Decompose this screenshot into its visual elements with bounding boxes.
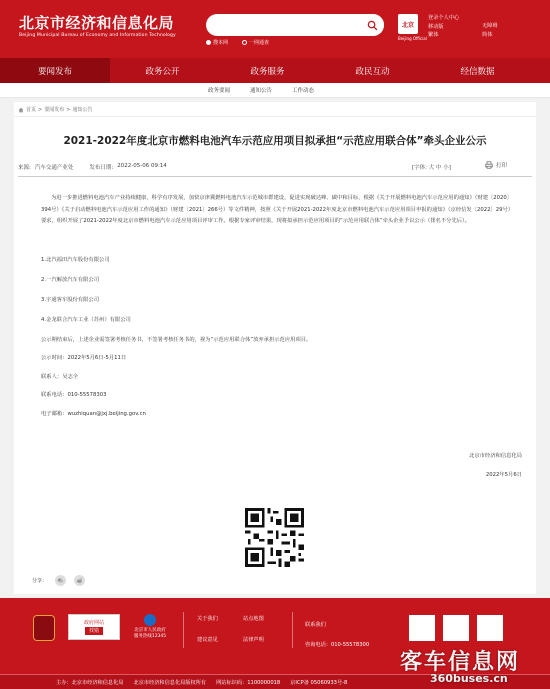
wechat-icon [57,577,64,584]
source-label: 来源: [18,165,31,171]
gov-site-error-badge[interactable] [68,614,120,640]
breadcrumb-separator: > [66,106,71,113]
footer-site-id: 网站标识码：1100000018 [216,679,281,686]
divider [18,176,532,177]
company-item: 3.宇通客车股份有限公司 [41,297,100,303]
article-card [14,102,536,594]
date-value: 2022-05-06 09:14 [117,163,167,169]
breadcrumb-current[interactable]: 通知公告 [72,107,93,113]
gov-icon-text: 北京 [401,21,414,29]
nav-item-gov-open[interactable]: 政务公开 [145,66,180,77]
footer-contact [305,615,369,655]
weibo-share-icon[interactable] [74,575,85,586]
app-qr-icon [477,615,503,641]
subnav-item-notice[interactable]: 通知公告 [250,88,273,94]
traditional-link[interactable]: 繁体 [428,32,439,38]
nav-item-news[interactable]: 要闻发布 [0,58,110,83]
party-emblem-icon [33,615,55,641]
radio-dot-icon [206,40,211,45]
hotline-icon [144,614,156,626]
publicity-period: 公示时间：2022年5月6日-5月11日 [41,355,127,361]
article-meta [18,163,167,171]
contact-phone: 联系电话：010-55578303 [41,392,107,398]
divider [292,612,293,648]
subnav-item-work[interactable]: 工作动态 [292,88,315,94]
sub-nav [0,83,550,98]
search-icon [367,20,378,31]
wechat-share-icon[interactable] [55,575,66,586]
mobile-link[interactable]: 移动版 [428,23,444,30]
search-scope [206,39,269,46]
signature-org: 北京市经济和信息化局 [469,453,522,459]
radio-label: 搜本网 [213,40,229,46]
contact-phone: 咨询电话：010-55578300 [305,642,370,648]
badge-title: 政府网站 [83,620,104,626]
printer-icon [485,161,493,169]
date-label: 发布日期: [89,165,114,171]
company-item: 4.金龙联合汽车工业（苏州）有限公司 [41,317,131,323]
gov-icon-caption: Beijing Official [398,36,427,41]
font-size-medium[interactable]: 中 [436,165,442,171]
main-nav [0,58,550,83]
article-title: 2021-2022年度北京市燃料电池汽车示范应用项目拟承担“示范应用联合体”牵头企业公示 [63,135,487,147]
font-size-small[interactable]: 小] [443,165,451,171]
footer-link-sitemap[interactable]: 站点地图 [243,616,264,622]
site-header [0,0,550,58]
footer-copyright: 北京市经济和信息化局版权所有 [133,679,207,686]
radio-search-site[interactable] [206,39,228,46]
contact-person: 联系人：吴志全 [41,374,79,380]
breadcrumb-section[interactable]: 要闻发布 [44,107,65,113]
header-links-col2 [482,22,498,39]
article-notice: 公示期结束后，上述企业需签署考核任务书，不签署考核任务书的，视为“示范应用联合体”放弃承担示范应用项目。 [41,337,312,343]
qr-code-icon [245,508,304,567]
accessibility-link[interactable]: 无障碍 [482,23,498,29]
contact-title: 联系我们 [305,622,326,628]
contact-email: 电子邮箱：wuzhiquan@jxj.beijing.gov.cn [41,411,146,417]
search-input[interactable] [206,14,384,36]
divider [183,612,184,648]
breadcrumb-separator: > [38,106,43,113]
source-value: 汽车交通产业处 [34,165,74,171]
home-icon [18,107,24,113]
nav-item-interaction[interactable]: 政民互动 [355,66,390,77]
article-body [41,193,511,228]
radio-dot-icon [242,40,247,45]
subnav-item-news[interactable]: 政务要闻 [208,88,231,94]
watermark-text: 客车信息网 [400,650,521,675]
radio-label: 一网通查 [249,40,270,46]
company-item: 1.北汽福田汽车股份有限公司 [41,257,110,263]
radio-search-all[interactable] [242,39,269,46]
share-label: 分享： [32,578,48,584]
print-button[interactable] [485,161,507,169]
font-size-control [412,163,451,171]
footer-links [197,615,289,643]
weibo-icon [76,577,83,584]
footer-link-about[interactable]: 关于我们 [197,616,218,622]
breadcrumb [18,106,92,113]
font-size-large[interactable]: 大 [428,165,435,171]
breadcrumb-home[interactable]: 首页 [26,107,37,113]
nav-item-data[interactable]: 经信数据 [460,66,495,77]
header-links-col1 [428,14,459,40]
company-item: 2.一汽解放汽车有限公司 [41,277,100,283]
article-intro: 为进一步推进燃料电池汽车产业持续健康，科学有序发展，加快京津冀燃料电池汽车示范城市群建设，促进实现破达峰、碳中和目标，根据《关于开展燃料电池汽车示范应用的通知》（财建〔2020〕394号）《关于启动燃料电池汽车示范应用工作的通知》（财建〔2021〕266号）等文件精神，按照《关于开展2021-2022年度北京市燃料电池汽车示范应用项目申报的通知》（京经信发〔2022〕29号）要求，组织开展了2021-2022年度北京市燃料电池汽车示范应用项目评审工作。根据专家评审结果，现将拟承担示范应用项目的“示范应用联合体”牵头企业予以公示（排名不分先后）。 [41,195,511,225]
share-bar [32,575,85,586]
signature-date: 2022年5月6日 [485,472,522,478]
print-label: 打印 [496,163,508,169]
hotline-line1: 北京市人民政府 [134,628,166,633]
font-size-label: [字体: [412,165,427,171]
watermark-url: 360buses.cn [430,672,508,685]
footer-sponsor: 主办：北京市经济和信息化局 [56,679,124,686]
wechat-qr-icon [409,615,435,641]
hotline-12345[interactable] [130,614,170,640]
weibo-qr-icon [443,615,469,641]
divider [14,116,536,117]
badge-sub: 找错 [85,627,103,635]
footer-icp[interactable]: 京ICP备 05060933号-8 [290,679,348,686]
beijing-gov-icon[interactable] [398,14,418,34]
site-logo-subtitle: Beijing Municipal Bureau of Economy and Information Technology [19,33,176,38]
nav-item-gov-service[interactable]: 政务服务 [250,66,285,77]
footer-link-legal[interactable]: 法律声明 [243,637,264,643]
simplified-link[interactable]: 简体 [482,31,493,38]
login-link[interactable]: 登录个人中心 [428,15,460,21]
search-button[interactable] [361,14,384,36]
site-logo-title[interactable]: 北京市经济和信息化局 [19,14,175,32]
hotline-line2: 服务热线12345 [133,634,167,639]
footer-link-feedback[interactable]: 建议意见 [197,637,218,643]
